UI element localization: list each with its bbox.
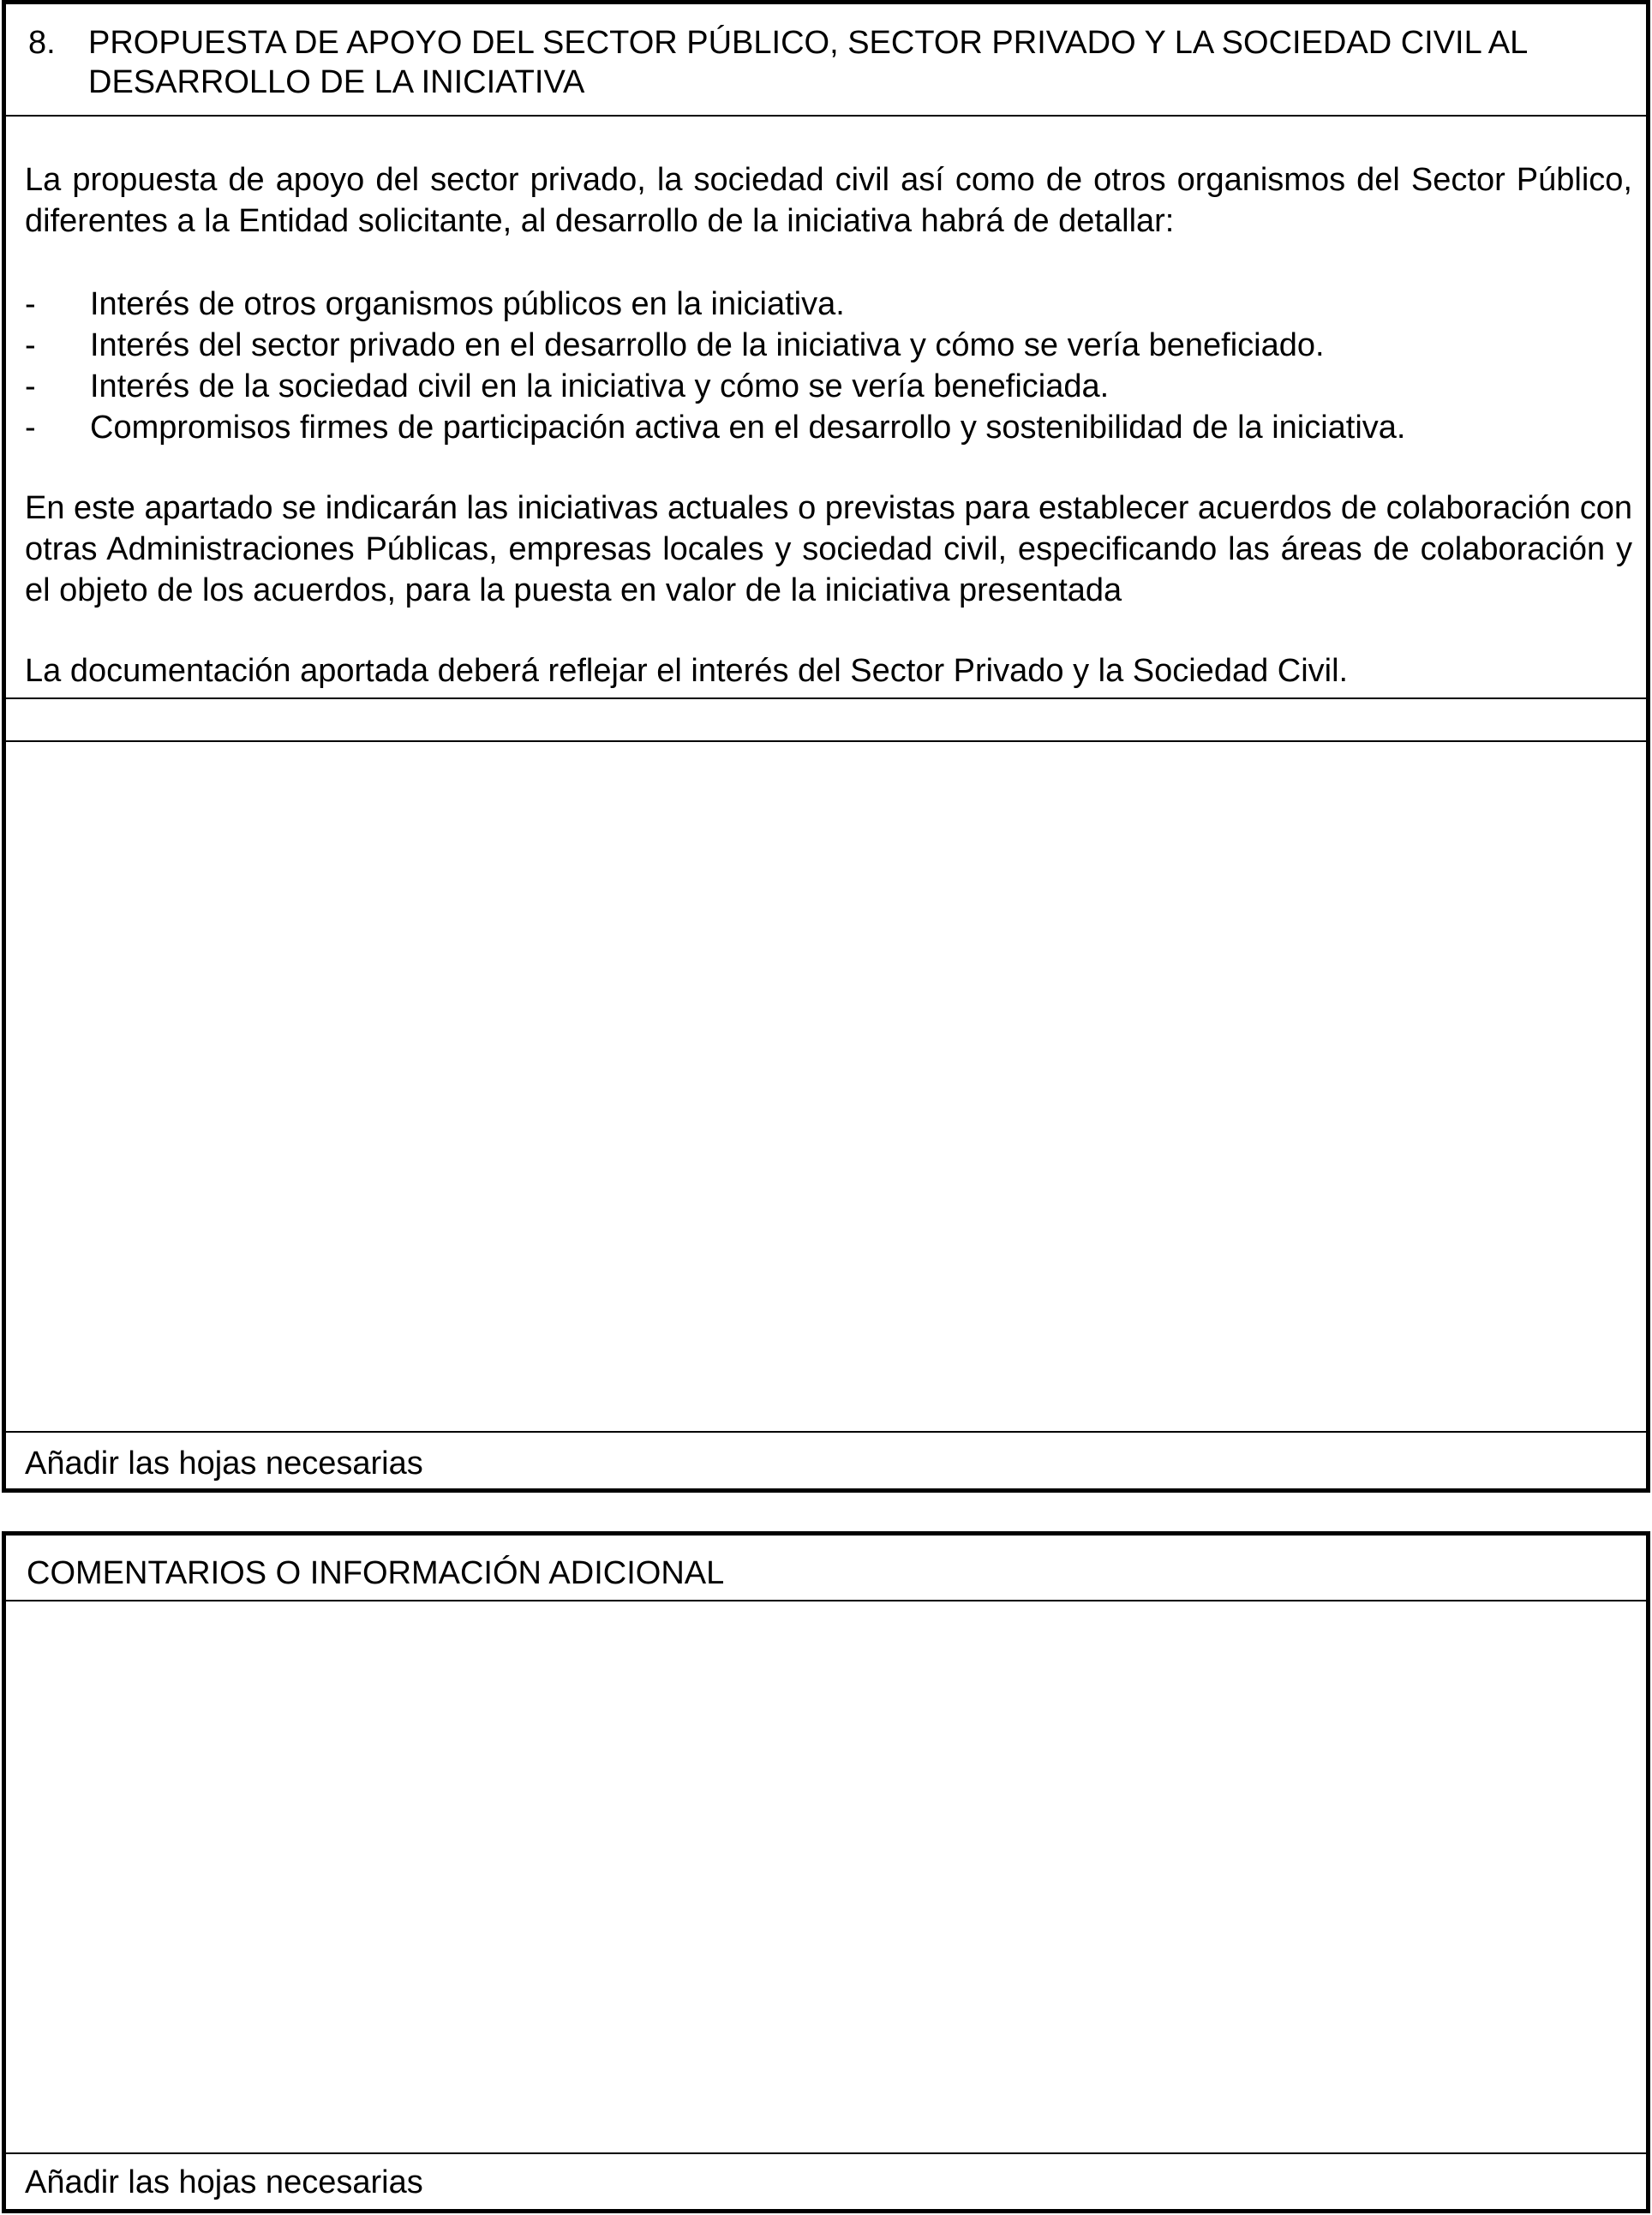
section-number: 8. <box>28 25 56 61</box>
comments-title: COMENTARIOS O INFORMACIÓN ADICIONAL <box>27 1555 725 1591</box>
divider <box>6 697 1646 699</box>
bullet-dash: - <box>25 327 36 363</box>
section-8-box <box>2 0 1650 1493</box>
list-item-text: Compromisos firmes de participación activa en el desarrollo y sostenibilidad de la iniciativa. <box>90 410 1406 446</box>
collaboration-paragraph: En este apartado se indicarán las iniciativas actuales o previstas para establecer acuerdos de colaboración con otras Administraciones Públicas, empresas locales y sociedad civil, especificando las áreas de colaboración y el objeto de los acuerdos, para la puesta en valor de la iniciativa presentada <box>25 490 1632 608</box>
list-item-text: Interés de otros organismos públicos en la iniciativa. <box>90 286 845 322</box>
intro-paragraph: La propuesta de apoyo del sector privado, la sociedad civil así como de otros organismos del Sector Público, diferentes a la Entidad solicitante, al desarrollo de la iniciativa habrá de detallar: <box>25 162 1632 239</box>
bullet-dash: - <box>25 368 36 404</box>
bullet-dash: - <box>25 286 36 322</box>
documentation-paragraph: La documentación aportada deberá reflejar el interés del Sector Privado y la Sociedad Civil. <box>25 653 1349 689</box>
answer-area[interactable] <box>6 742 1646 1431</box>
bullet-dash: - <box>25 410 36 446</box>
footer-note: Añadir las hojas necesarias <box>25 2164 423 2200</box>
comments-box <box>2 1531 1650 2213</box>
footer-note: Añadir las hojas necesarias <box>25 1446 423 1482</box>
section-title: PROPUESTA DE APOYO DEL SECTOR PÚBLICO, SECTOR PRIVADO Y LA SOCIEDAD CIVIL AL DESARROLLO DE LA INICIATIVA <box>88 25 1527 100</box>
list-item-text: Interés del sector privado en el desarrollo de la iniciativa y cómo se vería beneficiado. <box>90 327 1325 363</box>
divider <box>6 2152 1646 2154</box>
divider <box>6 115 1646 117</box>
list-item-text: Interés de la sociedad civil en la iniciativa y cómo se vería beneficiada. <box>90 368 1110 404</box>
comments-area[interactable] <box>6 1601 1646 2152</box>
divider <box>6 1431 1646 1433</box>
